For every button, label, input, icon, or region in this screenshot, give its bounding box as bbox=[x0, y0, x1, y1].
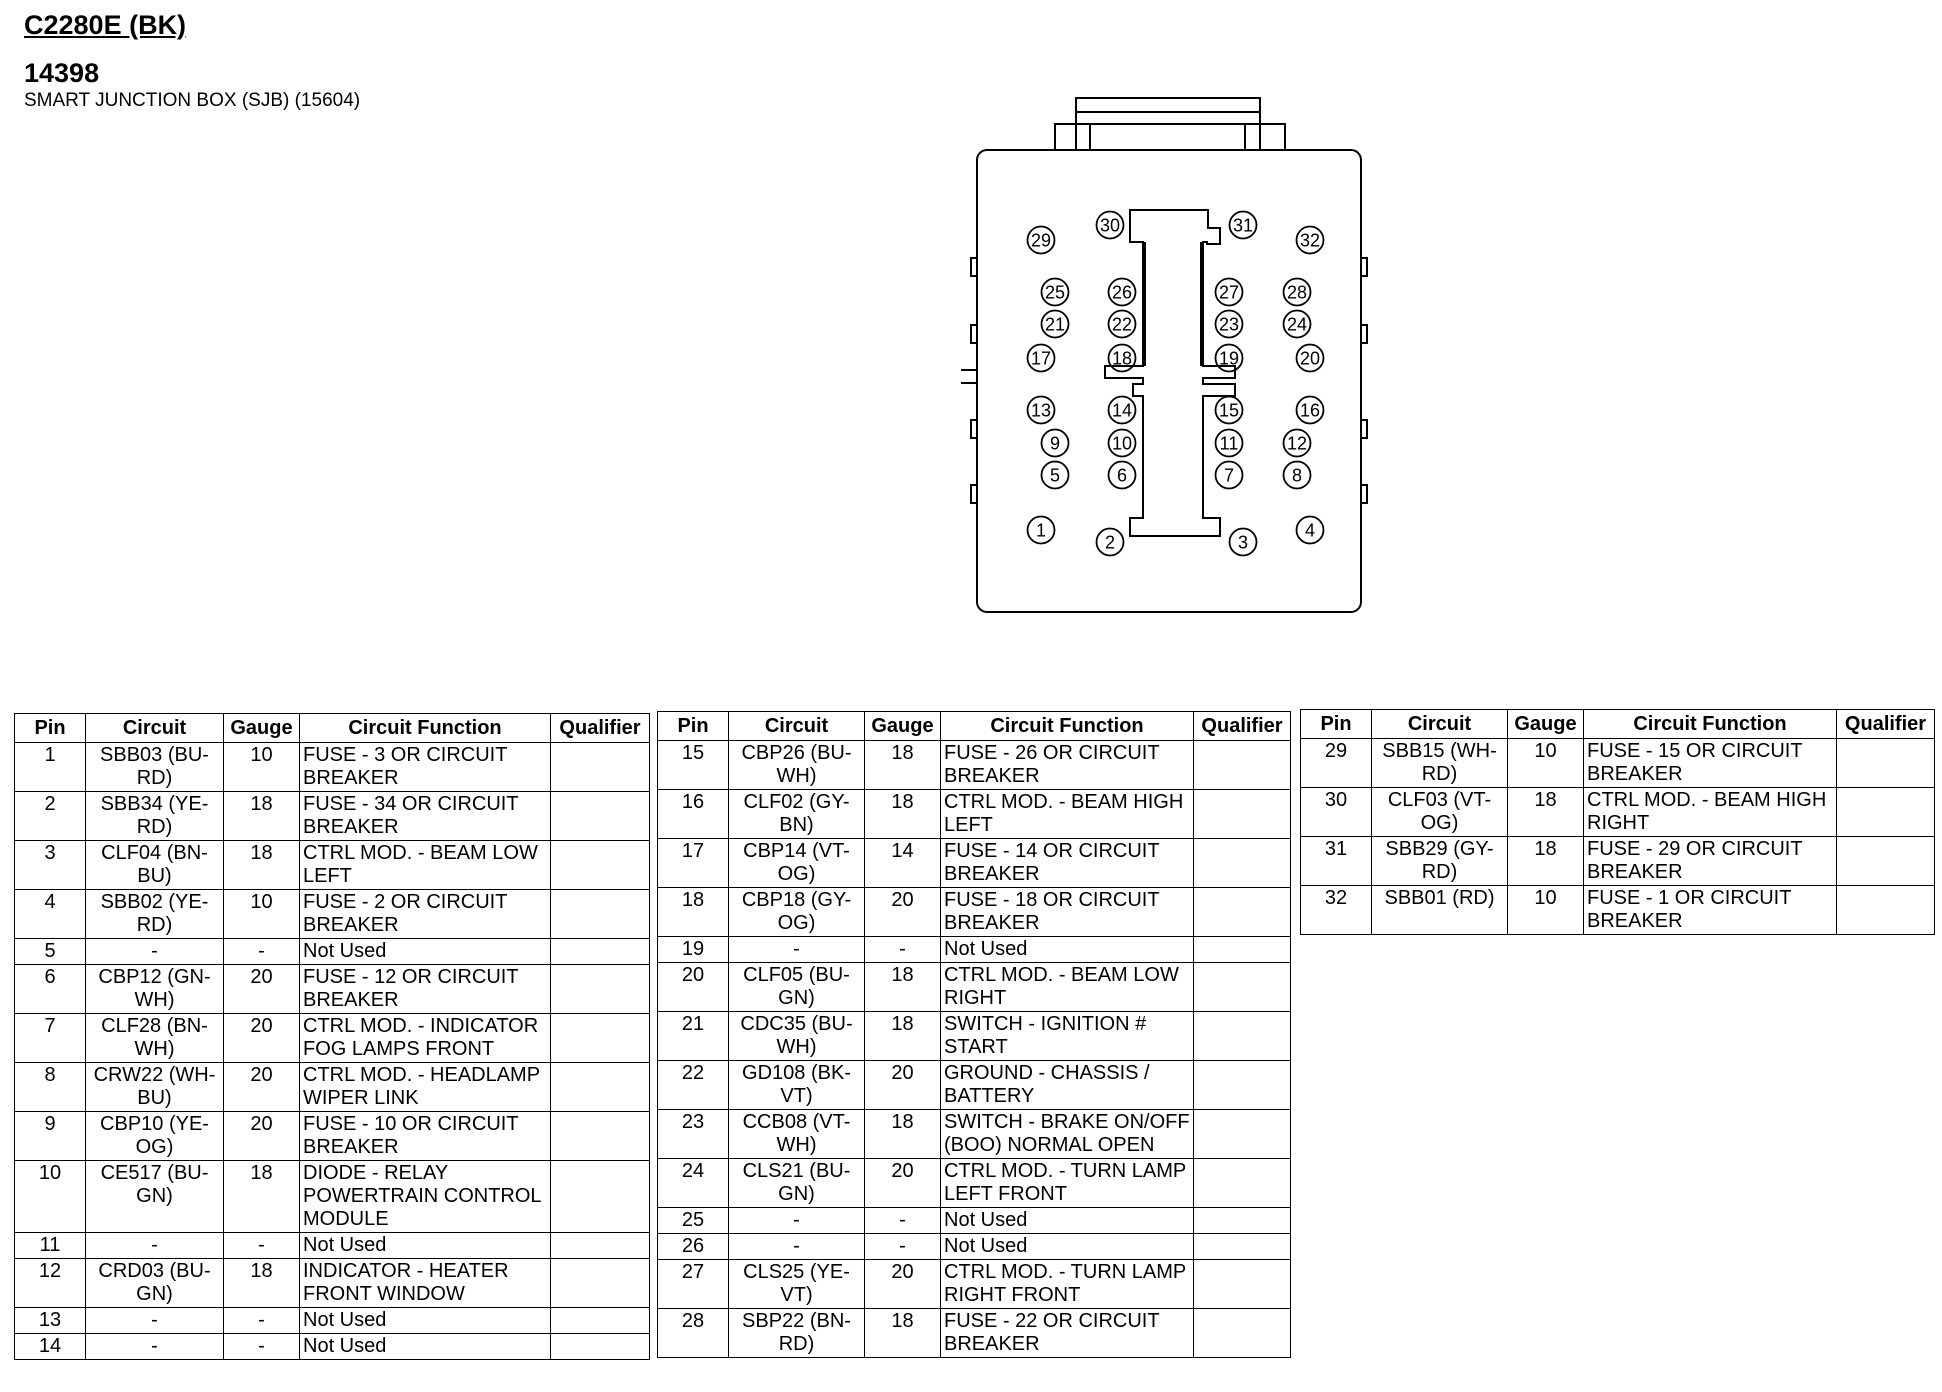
circuit-function-cell: FUSE - 29 OR CIRCUIT BREAKER bbox=[1584, 837, 1837, 886]
pin-cell: 21 bbox=[658, 1012, 729, 1061]
circuit-function-cell: CTRL MOD. - TURN LAMP RIGHT FRONT bbox=[941, 1260, 1194, 1309]
gauge-cell: 18 bbox=[224, 1259, 300, 1308]
pin-cell: 31 bbox=[1301, 837, 1372, 886]
gauge-cell: 10 bbox=[1508, 739, 1584, 788]
table-row bbox=[658, 963, 1291, 1012]
gauge-cell: 14 bbox=[865, 839, 941, 888]
table-row bbox=[658, 741, 1291, 790]
circuit-function-cell: Not Used bbox=[941, 937, 1194, 963]
pin-label-28: 28 bbox=[1286, 282, 1308, 303]
gauge-cell: 18 bbox=[224, 792, 300, 841]
part-number: 14398 bbox=[24, 58, 100, 88]
qualifier-cell bbox=[551, 1308, 650, 1334]
circuit-cell: SBB03 (BU-RD) bbox=[86, 743, 224, 792]
pin-label-18: 18 bbox=[1111, 348, 1133, 369]
circuit-function-cell: CTRL MOD. - BEAM HIGH LEFT bbox=[941, 790, 1194, 839]
table-row bbox=[658, 1061, 1291, 1110]
gauge-cell: 18 bbox=[865, 1309, 941, 1358]
qualifier-cell bbox=[551, 1014, 650, 1063]
col-circuit: Circuit bbox=[86, 714, 224, 743]
circuit-cell: CLS21 (BU-GN) bbox=[729, 1159, 865, 1208]
table-row bbox=[15, 890, 650, 939]
col-circuit-function: Circuit Function bbox=[300, 714, 551, 743]
table-row bbox=[658, 839, 1291, 888]
pin-cell: 14 bbox=[15, 1334, 86, 1360]
col-pin: Pin bbox=[1301, 710, 1372, 739]
pin-label-3: 3 bbox=[1237, 532, 1249, 553]
qualifier-cell bbox=[1837, 886, 1935, 935]
pin-label-7: 7 bbox=[1223, 465, 1235, 486]
circuit-function-cell: CTRL MOD. - BEAM LOW RIGHT bbox=[941, 963, 1194, 1012]
circuit-function-cell: GROUND - CHASSIS / BATTERY bbox=[941, 1061, 1194, 1110]
connector-description: SMART JUNCTION BOX (SJB) (15604) bbox=[24, 90, 361, 111]
table-header-row bbox=[658, 712, 1291, 741]
pin-cell: 19 bbox=[658, 937, 729, 963]
circuit-cell: CLF02 (GY-BN) bbox=[729, 790, 865, 839]
pin-label-13: 13 bbox=[1030, 400, 1052, 421]
table-row bbox=[15, 792, 650, 841]
qualifier-cell bbox=[551, 1259, 650, 1308]
circuit-cell: SBB01 (RD) bbox=[1372, 886, 1508, 935]
col-qualifier: Qualifier bbox=[551, 714, 650, 743]
col-gauge: Gauge bbox=[1508, 710, 1584, 739]
pin-cell: 30 bbox=[1301, 788, 1372, 837]
pin-label-20: 20 bbox=[1299, 348, 1321, 369]
pin-cell: 9 bbox=[15, 1112, 86, 1161]
qualifier-cell bbox=[1194, 839, 1291, 888]
gauge-cell: 20 bbox=[865, 888, 941, 937]
pin-label-1: 1 bbox=[1035, 520, 1047, 541]
pin-label-23: 23 bbox=[1218, 314, 1240, 335]
pin-label-32: 32 bbox=[1299, 230, 1321, 251]
circuit-function-cell: FUSE - 18 OR CIRCUIT BREAKER bbox=[941, 888, 1194, 937]
pin-cell: 8 bbox=[15, 1063, 86, 1112]
pin-label-9: 9 bbox=[1049, 433, 1061, 454]
table-row bbox=[658, 937, 1291, 963]
pin-cell: 20 bbox=[658, 963, 729, 1012]
pin-label-6: 6 bbox=[1116, 465, 1128, 486]
pin-cell: 26 bbox=[658, 1234, 729, 1260]
pin-cell: 32 bbox=[1301, 886, 1372, 935]
pin-label-25: 25 bbox=[1044, 282, 1066, 303]
pin-label-24: 24 bbox=[1286, 314, 1308, 335]
gauge-cell: 20 bbox=[224, 1112, 300, 1161]
table-row bbox=[658, 1260, 1291, 1309]
circuit-function-cell: Not Used bbox=[300, 1334, 551, 1360]
circuit-function-cell: Not Used bbox=[300, 939, 551, 965]
table-row bbox=[1301, 788, 1935, 837]
circuit-cell: CBP18 (GY-OG) bbox=[729, 888, 865, 937]
qualifier-cell bbox=[1194, 963, 1291, 1012]
circuit-function-cell: FUSE - 14 OR CIRCUIT BREAKER bbox=[941, 839, 1194, 888]
circuit-cell: - bbox=[729, 937, 865, 963]
table-header-row bbox=[15, 714, 650, 743]
gauge-cell: 18 bbox=[865, 1110, 941, 1159]
circuit-cell: CLF03 (VT-OG) bbox=[1372, 788, 1508, 837]
pin-label-11: 11 bbox=[1219, 433, 1239, 454]
circuit-cell: - bbox=[86, 1233, 224, 1259]
gauge-cell: 20 bbox=[865, 1260, 941, 1309]
table-row bbox=[15, 1014, 650, 1063]
qualifier-cell bbox=[551, 1233, 650, 1259]
gauge-cell: - bbox=[224, 1233, 300, 1259]
qualifier-cell bbox=[1194, 1260, 1291, 1309]
pin-cell: 28 bbox=[658, 1309, 729, 1358]
gauge-cell: - bbox=[224, 1308, 300, 1334]
pin-label-2: 2 bbox=[1104, 532, 1116, 553]
gauge-cell: 18 bbox=[865, 963, 941, 1012]
col-circuit-function: Circuit Function bbox=[1584, 710, 1837, 739]
gauge-cell: 20 bbox=[865, 1061, 941, 1110]
circuit-function-cell: CTRL MOD. - BEAM LOW LEFT bbox=[300, 841, 551, 890]
gauge-cell: 20 bbox=[865, 1159, 941, 1208]
table-row bbox=[15, 1334, 650, 1360]
table-row bbox=[1301, 837, 1935, 886]
circuit-function-cell: CTRL MOD. - HEADLAMP WIPER LINK bbox=[300, 1063, 551, 1112]
qualifier-cell bbox=[551, 841, 650, 890]
qualifier-cell bbox=[551, 743, 650, 792]
col-qualifier: Qualifier bbox=[1194, 712, 1291, 741]
pin-cell: 3 bbox=[15, 841, 86, 890]
pin-label-5: 5 bbox=[1049, 465, 1061, 486]
circuit-cell: SBP22 (BN-RD) bbox=[729, 1309, 865, 1358]
table-row bbox=[15, 1161, 650, 1233]
table-row bbox=[15, 965, 650, 1014]
table-row bbox=[15, 939, 650, 965]
table-row bbox=[15, 1259, 650, 1308]
circuit-cell: CBP14 (VT-OG) bbox=[729, 839, 865, 888]
qualifier-cell bbox=[1837, 788, 1935, 837]
pin-cell: 11 bbox=[15, 1233, 86, 1259]
qualifier-cell bbox=[1194, 1012, 1291, 1061]
circuit-function-cell: Not Used bbox=[300, 1233, 551, 1259]
table-row bbox=[1301, 739, 1935, 788]
table-row bbox=[15, 1233, 650, 1259]
circuit-cell: - bbox=[729, 1208, 865, 1234]
circuit-function-cell: SWITCH - IGNITION # START bbox=[941, 1012, 1194, 1061]
table-row bbox=[1301, 886, 1935, 935]
qualifier-cell bbox=[551, 1161, 650, 1233]
circuit-cell: CRW22 (WH-BU) bbox=[86, 1063, 224, 1112]
gauge-cell: - bbox=[224, 939, 300, 965]
circuit-cell: CDC35 (BU-WH) bbox=[729, 1012, 865, 1061]
qualifier-cell bbox=[551, 792, 650, 841]
qualifier-cell bbox=[1837, 739, 1935, 788]
qualifier-cell bbox=[1837, 837, 1935, 886]
circuit-cell: SBB02 (YE-RD) bbox=[86, 890, 224, 939]
circuit-cell: - bbox=[86, 1308, 224, 1334]
gauge-cell: 10 bbox=[224, 890, 300, 939]
gauge-cell: 10 bbox=[224, 743, 300, 792]
circuit-function-cell: FUSE - 15 OR CIRCUIT BREAKER bbox=[1584, 739, 1837, 788]
pin-cell: 12 bbox=[15, 1259, 86, 1308]
col-gauge: Gauge bbox=[865, 712, 941, 741]
circuit-function-cell: CTRL MOD. - INDICATOR FOG LAMPS FRONT bbox=[300, 1014, 551, 1063]
pin-cell: 18 bbox=[658, 888, 729, 937]
pin-cell: 5 bbox=[15, 939, 86, 965]
pin-cell: 27 bbox=[658, 1260, 729, 1309]
circuit-function-cell: DIODE - RELAY POWERTRAIN CONTROL MODULE bbox=[300, 1161, 551, 1233]
pin-cell: 1 bbox=[15, 743, 86, 792]
qualifier-cell bbox=[1194, 1234, 1291, 1260]
circuit-function-cell: Not Used bbox=[300, 1308, 551, 1334]
qualifier-cell bbox=[1194, 937, 1291, 963]
table-header-row bbox=[1301, 710, 1935, 739]
gauge-cell: 18 bbox=[1508, 788, 1584, 837]
col-gauge: Gauge bbox=[224, 714, 300, 743]
table-row bbox=[15, 1112, 650, 1161]
circuit-cell: CLF28 (BN-WH) bbox=[86, 1014, 224, 1063]
circuit-cell: SBB34 (YE-RD) bbox=[86, 792, 224, 841]
circuit-function-cell: FUSE - 26 OR CIRCUIT BREAKER bbox=[941, 741, 1194, 790]
qualifier-cell bbox=[1194, 1159, 1291, 1208]
circuit-function-cell: FUSE - 3 OR CIRCUIT BREAKER bbox=[300, 743, 551, 792]
gauge-cell: 20 bbox=[224, 1014, 300, 1063]
pin-label-15: 15 bbox=[1218, 400, 1240, 421]
circuit-cell: CCB08 (VT-WH) bbox=[729, 1110, 865, 1159]
col-qualifier: Qualifier bbox=[1837, 710, 1935, 739]
pin-label-26: 26 bbox=[1111, 282, 1133, 303]
circuit-function-cell: SWITCH - BRAKE ON/OFF (BOO) NORMAL OPEN bbox=[941, 1110, 1194, 1159]
pin-cell: 17 bbox=[658, 839, 729, 888]
pin-label-10: 10 bbox=[1111, 433, 1133, 454]
gauge-cell: 18 bbox=[224, 841, 300, 890]
circuit-cell: - bbox=[86, 939, 224, 965]
circuit-function-cell: FUSE - 34 OR CIRCUIT BREAKER bbox=[300, 792, 551, 841]
pin-label-16: 16 bbox=[1299, 400, 1321, 421]
pin-cell: 10 bbox=[15, 1161, 86, 1233]
qualifier-cell bbox=[1194, 741, 1291, 790]
pin-label-30: 30 bbox=[1099, 215, 1121, 236]
gauge-cell: 18 bbox=[865, 1012, 941, 1061]
circuit-function-cell: FUSE - 10 OR CIRCUIT BREAKER bbox=[300, 1112, 551, 1161]
pin-cell: 4 bbox=[15, 890, 86, 939]
circuit-function-cell: FUSE - 22 OR CIRCUIT BREAKER bbox=[941, 1309, 1194, 1358]
pin-label-4: 4 bbox=[1304, 520, 1316, 541]
gauge-cell: 10 bbox=[1508, 886, 1584, 935]
pin-cell: 23 bbox=[658, 1110, 729, 1159]
circuit-cell: GD108 (BK-VT) bbox=[729, 1061, 865, 1110]
circuit-function-cell: CTRL MOD. - BEAM HIGH RIGHT bbox=[1584, 788, 1837, 837]
circuit-cell: CE517 (BU-GN) bbox=[86, 1161, 224, 1233]
circuit-function-cell: FUSE - 1 OR CIRCUIT BREAKER bbox=[1584, 886, 1837, 935]
qualifier-cell bbox=[551, 965, 650, 1014]
circuit-function-cell: Not Used bbox=[941, 1234, 1194, 1260]
qualifier-cell bbox=[551, 1334, 650, 1360]
col-pin: Pin bbox=[658, 712, 729, 741]
pin-cell: 2 bbox=[15, 792, 86, 841]
qualifier-cell bbox=[551, 1112, 650, 1161]
pin-table-3 bbox=[1300, 709, 1935, 935]
table-row bbox=[658, 1208, 1291, 1234]
qualifier-cell bbox=[551, 1063, 650, 1112]
col-circuit: Circuit bbox=[729, 712, 865, 741]
connector-face-diagram bbox=[955, 80, 1395, 630]
pin-label-27: 27 bbox=[1218, 282, 1240, 303]
gauge-cell: 18 bbox=[865, 790, 941, 839]
table-row bbox=[658, 1309, 1291, 1358]
qualifier-cell bbox=[1194, 888, 1291, 937]
gauge-cell: 18 bbox=[865, 741, 941, 790]
qualifier-cell bbox=[551, 939, 650, 965]
qualifier-cell bbox=[1194, 1309, 1291, 1358]
circuit-cell: CBP10 (YE-OG) bbox=[86, 1112, 224, 1161]
circuit-function-cell: INDICATOR - HEATER FRONT WINDOW bbox=[300, 1259, 551, 1308]
table-row bbox=[658, 1159, 1291, 1208]
pin-label-22: 22 bbox=[1111, 314, 1133, 335]
table-row bbox=[15, 743, 650, 792]
circuit-function-cell: FUSE - 2 OR CIRCUIT BREAKER bbox=[300, 890, 551, 939]
table-row bbox=[15, 1063, 650, 1112]
pin-label-14: 14 bbox=[1111, 400, 1133, 421]
pin-table-2 bbox=[657, 711, 1291, 1358]
qualifier-cell bbox=[1194, 1110, 1291, 1159]
circuit-cell: CLF04 (BN-BU) bbox=[86, 841, 224, 890]
pin-label-8: 8 bbox=[1291, 465, 1303, 486]
gauge-cell: - bbox=[865, 1234, 941, 1260]
circuit-cell: CRD03 (BU-GN) bbox=[86, 1259, 224, 1308]
pin-cell: 29 bbox=[1301, 739, 1372, 788]
circuit-cell: - bbox=[729, 1234, 865, 1260]
pin-label-21: 21 bbox=[1044, 314, 1066, 335]
table-row bbox=[658, 1110, 1291, 1159]
gauge-cell: - bbox=[865, 937, 941, 963]
circuit-cell: SBB29 (GY-RD) bbox=[1372, 837, 1508, 886]
pin-label-29: 29 bbox=[1030, 230, 1052, 251]
gauge-cell: 18 bbox=[1508, 837, 1584, 886]
circuit-cell: - bbox=[86, 1334, 224, 1360]
pin-cell: 7 bbox=[15, 1014, 86, 1063]
gauge-cell: - bbox=[865, 1208, 941, 1234]
pin-cell: 16 bbox=[658, 790, 729, 839]
pin-table-1 bbox=[14, 713, 650, 1360]
table-row bbox=[15, 841, 650, 890]
connector-id: C2280E (BK) bbox=[24, 10, 187, 40]
pin-cell: 22 bbox=[658, 1061, 729, 1110]
gauge-cell: 20 bbox=[224, 965, 300, 1014]
circuit-function-cell: Not Used bbox=[941, 1208, 1194, 1234]
table-row bbox=[15, 1308, 650, 1334]
table-row bbox=[658, 888, 1291, 937]
gauge-cell: 18 bbox=[224, 1161, 300, 1233]
circuit-cell: CBP26 (BU-WH) bbox=[729, 741, 865, 790]
pin-cell: 24 bbox=[658, 1159, 729, 1208]
circuit-cell: CLS25 (YE-VT) bbox=[729, 1260, 865, 1309]
qualifier-cell bbox=[551, 890, 650, 939]
qualifier-cell bbox=[1194, 1061, 1291, 1110]
circuit-cell: CBP12 (GN-WH) bbox=[86, 965, 224, 1014]
pin-label-12: 12 bbox=[1286, 433, 1308, 454]
table-row bbox=[658, 1234, 1291, 1260]
circuit-cell: CLF05 (BU-GN) bbox=[729, 963, 865, 1012]
col-circuit-function: Circuit Function bbox=[941, 712, 1194, 741]
pin-cell: 6 bbox=[15, 965, 86, 1014]
pin-label-19: 19 bbox=[1218, 348, 1240, 369]
pin-cell: 25 bbox=[658, 1208, 729, 1234]
col-pin: Pin bbox=[15, 714, 86, 743]
table-row bbox=[658, 1012, 1291, 1061]
qualifier-cell bbox=[1194, 1208, 1291, 1234]
pin-cell: 15 bbox=[658, 741, 729, 790]
qualifier-cell bbox=[1194, 790, 1291, 839]
table-row bbox=[658, 790, 1291, 839]
pin-label-17: 17 bbox=[1030, 348, 1052, 369]
pin-label-31: 31 bbox=[1232, 215, 1254, 236]
gauge-cell: 20 bbox=[224, 1063, 300, 1112]
circuit-function-cell: FUSE - 12 OR CIRCUIT BREAKER bbox=[300, 965, 551, 1014]
gauge-cell: - bbox=[224, 1334, 300, 1360]
pin-cell: 13 bbox=[15, 1308, 86, 1334]
col-circuit: Circuit bbox=[1372, 710, 1508, 739]
circuit-function-cell: CTRL MOD. - TURN LAMP LEFT FRONT bbox=[941, 1159, 1194, 1208]
circuit-cell: SBB15 (WH-RD) bbox=[1372, 739, 1508, 788]
